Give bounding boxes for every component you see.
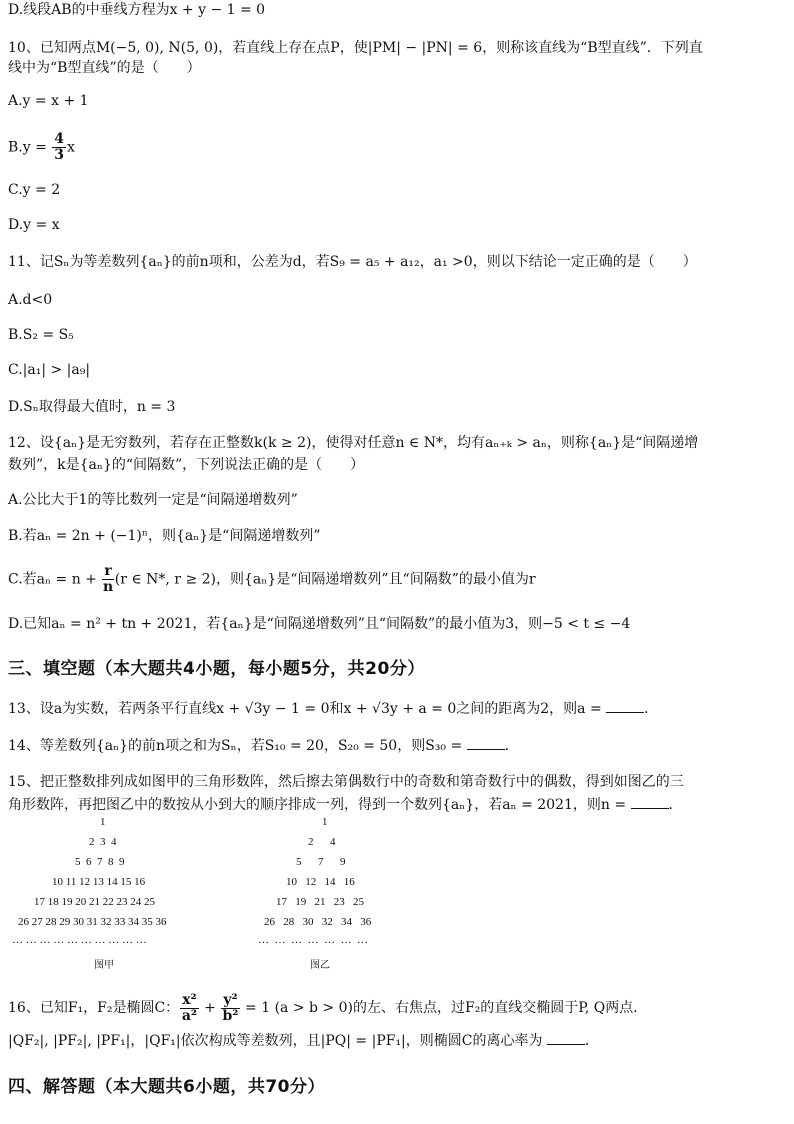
triangle-a-row-4: 10 11 12 13 14 15 16 bbox=[52, 876, 146, 888]
q15-answer-blank[interactable] bbox=[631, 794, 669, 809]
q14-answer-blank[interactable] bbox=[467, 735, 505, 750]
fraction-denominator: b² bbox=[222, 1007, 239, 1024]
triangle-a-row-1: 1 bbox=[100, 816, 106, 828]
q11-option-b: B.S₂ = S₅ bbox=[8, 327, 74, 343]
triangle-figure-a bbox=[0, 812, 220, 972]
triangle-a-row-7: … … … … … … … … … … bbox=[12, 934, 147, 946]
fraction-denominator: a² bbox=[181, 1007, 198, 1024]
q10-option-b bbox=[8, 132, 788, 163]
q16-prefix: 16、已知F₁，F₂是椭圆C： bbox=[8, 1000, 180, 1016]
q10-option-c: C.y = 2 bbox=[8, 182, 61, 198]
fraction-numerator: y² bbox=[223, 991, 238, 1008]
q10-stem-line2: 线中为“B型直线”的是（ ） bbox=[8, 60, 201, 76]
triangle-b-row-7: … … … … … … … bbox=[258, 934, 368, 946]
q16-suffix: = 1 (a > b > 0)的左、右焦点，过F₂的直线交椭圆于P, Q两点． bbox=[240, 1000, 648, 1016]
triangle-b-row-6: 26 28 30 32 34 36 bbox=[264, 916, 372, 928]
fraction-numerator: 4 bbox=[54, 131, 65, 147]
fraction-numerator: x² bbox=[182, 991, 197, 1008]
triangle-a-row-5: 17 18 19 20 21 22 23 24 25 bbox=[34, 896, 155, 908]
triangle-figure-b bbox=[250, 812, 450, 972]
q16-line1 bbox=[8, 992, 788, 1024]
q16-answer-blank[interactable] bbox=[547, 1030, 585, 1045]
q10-option-a: A.y = x + 1 bbox=[8, 93, 89, 109]
triangle-b-caption: 图乙 bbox=[310, 960, 330, 971]
q11-stem: 11、记Sₙ为等差数列{aₙ}的前n项和，公差为d，若S₉ = a₅ + a₁₂，a₁ >0，则以下结论一定正确的是（ ） bbox=[8, 254, 697, 270]
q15-line1: 15、把正整数排列成如图甲的三角形数阵，然后擦去第偶数行中的奇数和第奇数行中的偶数，得到如图乙的三 bbox=[8, 774, 684, 790]
q14-text: 14、等差数列{aₙ}的前n项之和为Sₙ，若S₁₀ = 20，S₂₀ = 50，则S₃₀ = bbox=[8, 738, 463, 754]
section-fill-in-title: 三、填空题（本大题共4小题，每小题5分，共20分） bbox=[8, 659, 425, 679]
q12-stem-line1: 12、设{aₙ}是无穷数列，若存在正整数k(k ≥ 2)，使得对任意n ∈ N*，均有aₙ₊ₖ > aₙ，则称{aₙ}是“间隔递增 bbox=[8, 435, 699, 451]
q13-end: ． bbox=[644, 701, 659, 717]
triangle-b-row-3: 5 7 9 bbox=[296, 856, 346, 868]
q15-end: ． bbox=[668, 797, 683, 813]
q11-option-c: C.|a₁| > |a₉| bbox=[8, 362, 91, 378]
q10-option-d: D.y = x bbox=[8, 217, 60, 233]
q10-option-b-fraction bbox=[52, 132, 66, 163]
q11-option-a: A.d<0 bbox=[8, 292, 53, 308]
triangle-b-row-4: 10 12 14 16 bbox=[286, 876, 355, 888]
section-answer-title: 四、解答题（本大题共6小题，共70分） bbox=[8, 1077, 325, 1097]
q13 bbox=[8, 698, 788, 719]
q9-option-d: D.线段AB的中垂线方程为x + y − 1 = 0 bbox=[8, 2, 266, 18]
q13-answer-blank[interactable] bbox=[606, 698, 644, 713]
triangle-b-row-1: 1 bbox=[322, 816, 328, 828]
q10-option-b-prefix: B.y = bbox=[8, 139, 52, 156]
q16-fraction-x bbox=[180, 993, 198, 1024]
q12-option-c-suffix: (r ∈ N*, r ≥ 2)，则{aₙ}是“间隔递增数列”且“间隔数”的最小值为r bbox=[114, 571, 536, 588]
q12-option-d: D.已知aₙ = n² + tn + 2021，若{aₙ}是“间隔递增数列”且“间隔数”的最小值为3，则−5 < t ≤ −4 bbox=[8, 616, 631, 632]
q10-option-b-suffix: x bbox=[67, 139, 75, 156]
q13-text: 13、设a为实数，若两条平行直线x + √3y − 1 = 0和x + √3y + a = 0之间的距离为2，则a = bbox=[8, 701, 602, 717]
triangle-b-row-2: 2 4 bbox=[308, 836, 336, 848]
q16-plus: + bbox=[199, 1000, 221, 1016]
q11-option-d: D.Sₙ取得最大值时，n = 3 bbox=[8, 399, 176, 415]
triangle-a-row-6: 26 27 28 29 30 31 32 33 34 35 36 bbox=[18, 916, 167, 928]
q14-end: ． bbox=[504, 738, 519, 754]
triangle-b-row-5: 17 19 21 23 25 bbox=[276, 896, 364, 908]
q12-stem-line2: 数列”，k是{aₙ}的“间隔数”，下列说法正确的是（ ） bbox=[8, 457, 365, 473]
q16-fraction-y bbox=[221, 993, 239, 1024]
fraction-denominator: n bbox=[102, 579, 114, 595]
q12-option-c-prefix: C.若aₙ = n + bbox=[8, 571, 102, 588]
fraction-denominator: 3 bbox=[54, 147, 65, 163]
triangle-a-row-2: 2 3 4 bbox=[89, 836, 117, 848]
fraction-numerator: r bbox=[104, 563, 112, 579]
q12-option-c bbox=[8, 564, 788, 595]
q12-option-a: A.公比大于1的等比数列一定是“间隔递增数列” bbox=[8, 492, 298, 508]
triangle-a-row-3: 5 6 7 8 9 bbox=[75, 856, 125, 868]
q16-end: ． bbox=[584, 1033, 599, 1049]
q12-option-c-fraction bbox=[102, 564, 113, 595]
q14 bbox=[8, 735, 788, 756]
triangle-a-caption: 图甲 bbox=[94, 960, 114, 971]
q16-text: |QF₂|, |PF₂|, |PF₁|，|QF₁|依次构成等差数列，且|PQ| = |PF₁|，则椭圆C的离心率为 bbox=[8, 1033, 543, 1049]
q12-option-b: B.若aₙ = 2n + (−1)ⁿ，则{aₙ}是“间隔递增数列” bbox=[8, 528, 321, 544]
q15-text: 角形数阵，再把图乙中的数按从小到大的顺序排成一列，得到一个数列{aₙ}，若aₙ = 2021，则n = bbox=[8, 797, 627, 813]
q16-line2 bbox=[8, 1030, 788, 1051]
q10-stem-line1: 10、已知两点M(−5, 0), N(5, 0)，若直线上存在点P，使|PM| − |PN| = 6，则称该直线为“B型直线”．下列直 bbox=[8, 40, 703, 56]
